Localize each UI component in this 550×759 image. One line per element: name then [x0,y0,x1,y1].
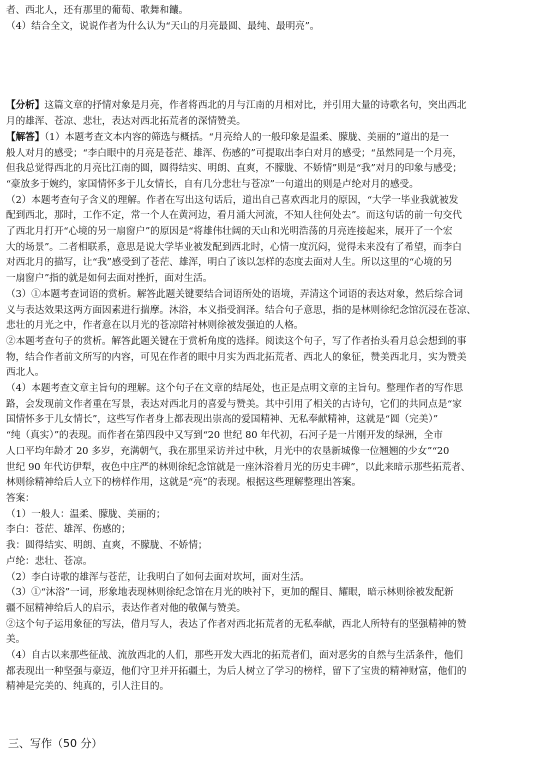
solution-line: 人口平均年龄才 20 多岁，充满朝气，我在那里采访并过中秋，月光中的农垦新城像一位翘翘的少女”“20 [6,445,450,457]
solution-line: （3）①本题考查词语的赏析。解答此题关键要结合词语所处的语境，弄清这个词语的表达对象，然后综合词 [6,288,464,300]
question-line: （4）结合全文，说说作者为什么认为“天山的月亮最圆、最纯、最明亮”。 [6,20,320,32]
answer-block [6,491,544,695]
solution-line: 国情怀多于儿女情长”，这些写作者身上都表现出崇高的爱国精神、无私奉献精神，这就是“圆（完美）” [6,414,439,426]
analysis-tag: 【分析】 [6,100,45,112]
solution-text: （1）本题考查文本内容的筛选与概括。“月亮给人的一般印象是温柔、朦胧、美丽的”道出的是一 [44,131,449,143]
answer-line: 精神是完美的、纯真的，引人注目的。 [6,681,170,693]
answer-line: 都表现出一种坚强与豪迈，他们守卫并开拓疆土，为后人树立了学习的榜样，留下了宝贵的精神财富，他们的 [6,665,467,677]
answer-line: （1）一般人：温柔、朦胧、美丽的； [6,508,166,520]
answer-line: （4）自古以来那些征战、流放西北的人们，那些开发大西北的拓荒者们，面对恶劣的自然与生活条件，他们 [6,650,464,662]
answer-line: 李白：苍茫、雄浑、伤感的； [6,524,131,536]
solution-line: 对西北月的描写，让“我”感受到了苍茫、雄浑，明白了该以怎样的态度去面对人生。所以这里的“心境的另 [6,257,453,269]
solution-line: “豪放多于婉约，家国情怀多于儿女情长，自有几分悲壮与苍凉”一句道出的则是卢纶对月的感受。 [6,178,419,190]
answer-line: 美。 [6,634,26,646]
answer-line: （3）①“沐浴”一词，形象地表现林则徐纪念馆在月光的映衬下，更加的醒目、耀眼，暗示林则徐被发配新 [6,587,454,599]
question-line: 者、西北人，还有那里的葡萄、歌舞和饢。 [6,5,189,16]
answer-line: ②这个句子运用象征的写法，借月写人，表达了作者对西北拓荒者的无私奉献，西北人所特有的坚强精神的赞 [6,618,467,630]
analysis-line: 月的雄浑、苍凉、悲壮，表达对西北拓荒者的深情赞美。 [6,116,246,128]
answer-line: 卢纶：悲壮、苍凉。 [6,555,93,567]
answer-line: （2）李白诗歌的雄浑与苍茫，让我明白了如何去面对坎坷，面对生活。 [6,571,310,583]
solution-line: （2）本题考查句子含义的理解。作者在写出这句话后，道出自己喜欢西北月的原因，“大学一毕业我就被发 [6,194,459,206]
solution-line: 大的场景”。二者相联系，意思是说大学毕业被发配到西北时，心情一度沉闷，觉得未来没有了希望，而李白 [6,241,462,253]
analysis-section [6,98,544,695]
solution-line: 配到西北，那时，工作不定，常一个人在黄河边，看月涌大河流，不知人往何处去”。而这句话的前一句交代 [6,210,462,222]
answer-line: 疆不屈精神给后人的启示，表达作者对他的敬佩与赞美。 [6,602,246,614]
blank-answer-space [6,34,544,98]
solution-line: 西北人。 [6,367,45,379]
solution-line: 一扇窗户”指的就是如何去面对挫折，面对生活。 [6,273,213,285]
answer-line: 我：圆得结实、明朗、直爽，不朦胧、不娇情； [6,540,208,552]
solution-line: 了西北月打开“心境的另一扇窗户”的原因是“将雄伟壮阔的天山和光明浩荡的月亮连接起来，展开了一个宏 [6,226,453,238]
solution-line: 但我总觉得西北的月亮比江南的圆，圆得结实、明朗、直爽，不朦胧、不娇情”则是“我”对月的印象与感受； [6,163,463,175]
solution-tag: 【解答】 [6,131,45,143]
analysis-text: 这篇文章的抒情对象是月亮，作者将西北的月与江南的月相对比，并引用大量的诗歌名句，突出西北 [44,100,467,112]
solution-line: 路，会发现前文作者重在写景，表达对西北月的喜爱与赞美。其中引用了相关的古诗句，它们的共同点是“家 [6,398,462,410]
answer-label: 答案： [6,492,35,504]
solution-line: ②本题考查句子的赏析。解答此题关键在于赏析角度的选择。阅读这个句子，写了作者抬头看月总会想到的事 [6,335,467,347]
solution-line [6,130,544,146]
solution-line: 物，结合作者前文所写的内容，可见在作者的眼中月实为西北拓荒者、西北人的象征，赞美西北月，实为赞美 [6,351,467,363]
solution-line: 义与表达效果这两方面因素进行揣摩。沐浴，本义指受润泽。结合句子意思，指的是林则徐纪念馆沉浸在苍凉、 [6,304,477,316]
section-title: 三、写作（50 分） [8,737,103,750]
solution-line: 悲壮的月光之中，作者意在以月光的苍凉陪衬林则徐被发强迫的人格。 [6,320,304,332]
solution-line: 般人对月的感受；“李白眼中的月亮是苍茫、雄浑、伤感的”可提取出李白对月的感受；“虽然同是一个月亮， [6,147,463,159]
question-top [6,3,544,34]
solution-line: 世纪 90 年代访伊犁，夜色中庄严的林则徐纪念馆就是一座沐浴着月光的历史丰碑”，以此来暗示那些拓荒者、 [6,461,471,473]
analysis-line [6,98,544,114]
solution-line: 林则徐精神给后人立下的榜样作用，这就是“亮”的表现。根据这些理解整理出答案。 [6,477,362,489]
solution-line: （4）本题考查文章主旨句的理解。这个句子在文章的结尾处，也正是点明文章的主旨句。整理作者的写作思 [6,383,464,395]
solution-line: “纯（真实）”的表现。而作者在第四段中又写到“20 世纪 80 年代初，石河子是一片刚开发的绿洲，全市 [6,430,443,442]
